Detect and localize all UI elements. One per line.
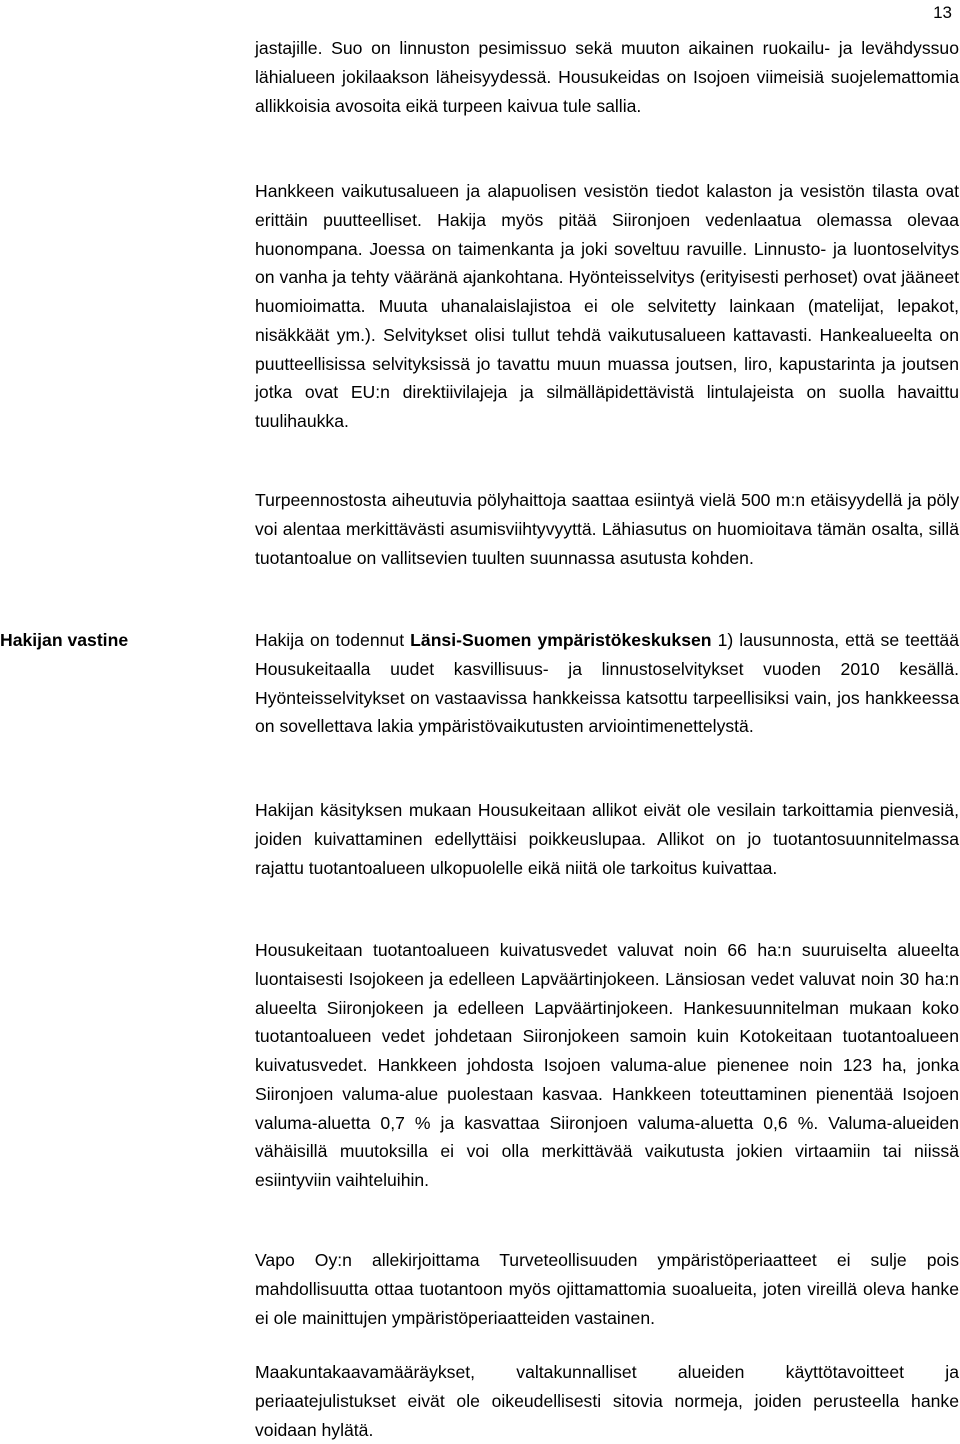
paragraph-2: Hankkeen vaikutusalueen ja alapuolisen vesistön tiedot kalaston ja vesistön tilasta ovat erittäin puutteelliset. Hakija myös pitää Siironjoen vedenlaatua olemassa olevaa huonompana. Joessa on taimenkanta ja joki soveltuu ravuille. Linnusto- ja luontoselvitys on vanha ja tehty vääränä ajankohtana. Hyönteisselvitys (erityisesti perhoset) ovat jääneet huomioimatta. Muuta uhanalaislajistoa ei ole selvitetty lainkaan (matelijat, lepakot, nisäkkäät ym.). Selvitykset olisi tullut tehdä vaikutusalueen kattavasti. Hankealueelta on puutteellisissa selvityksissä jo tavattu muun muassa joutsen, liro, kapustarinta ja joutsen jotka ovat EU:n direktiivilajeja ja silmälläpidettävistä lintulajeista on suolla havaittu tuulihaukka.	[255, 181, 959, 431]
page-number: 13	[933, 3, 952, 22]
response-p1-before: Hakija on todennut	[255, 630, 411, 650]
response-label: Hakijan vastine	[0, 630, 129, 650]
response-paragraph-4: Vapo Oy:n allekirjoittama Turveteollisuuden ympäristöperiaatteet ei sulje pois mahdollisuutta ottaa tuotantoon myös ojittamattomia suoalueita, joten vireillä oleva hanke ei ole mainittujen ympäristöperiaatteiden vastainen.	[255, 1250, 959, 1328]
response-paragraph-1	[255, 626, 959, 741]
response-paragraph-5: Maakuntakaavamääräykset, valtakunnalliset alueiden käyttötavoitteet ja periaatejulistukset eivät ole oikeudellisesti sitovia normeja, joiden perusteella hanke voidaan hylätä.	[255, 1362, 959, 1440]
agency-name: Länsi-Suomen ympäristökeskuksen	[410, 630, 712, 650]
paragraph-3: Turpeennostosta aiheutuvia pölyhaittoja saattaa esiintyä vielä 500 m:n etäisyydellä ja pöly voi alentaa merkittävästi asumisviihtyvyyttä. Lähiasutus on huomioitava tämän osalta, sillä tuotantoalue on vallitsevien tuulten suunnassa asutusta kohden.	[255, 490, 959, 568]
paragraph-1: jastajille. Suo on linnuston pesimissuo sekä muuton aikainen ruokailu- ja levähdyssuo lähialueen jokilaakson läheisyydessä. Housukeidas on Isojoen viimeisiä suojelemattomia allikkoisia avosoita eikä turpeen kaivua tule sallia.	[255, 38, 959, 116]
response-paragraph-3: Housukeitaan tuotantoalueen kuivatusvedet valuvat noin 66 ha:n suuruiselta alueelta luontaisesti Isojokeen ja edelleen Lapväärtinjokeen. Länsiosan vedet valuvat noin 30 ha:n alueelta Siironjokeen ja edelleen Lapväärtinjokeen. Hankesuunnitelman mukaan koko tuotantoalueen vedet johdetaan Siironjokeen samoin kuin Kotokeitaan tuotantoalueen kuivatusvedet. Hankkeen johdosta Isojoen valuma-alue pienenee noin 123 ha, jonka Siironjoen valuma-alue puolestaan kasvaa. Hankkeen toteuttaminen pienentää Isojoen valuma-aluetta 0,7 % ja kasvattaa Siironjoen valuma-aluetta 0,6 %. Valuma-alueiden vähäisillä muutoksilla ei voi olla merkittävää vaikutusta jokien virtaamiin tai niissä esiintyviin vaihteluihin.	[255, 940, 959, 1190]
response-p1-after: 1) lausunnosta, että se teettää Housukeitaalla uudet kasvillisuus- ja linnustoselvitykset vuoden 2010 kesällä. Hyönteisselvitykset on vastaavissa hankkeissa katsottu tarpeellisiksi vain, jos hankkeessa on sovellettava lakia ympäristövaikutusten arviointimenettelystä.	[255, 630, 959, 737]
response-paragraph-2: Hakijan käsityksen mukaan Housukeitaan allikot eivät ole vesilain tarkoittamia pienvesiä, joiden kuivattaminen edellyttäisi poikkeuslupaa. Allikot on jo tuotantosuunnitelmassa rajattu tuotantoalueen ulkopuolelle eikä niitä ole tarkoitus kuivattaa.	[255, 800, 959, 878]
